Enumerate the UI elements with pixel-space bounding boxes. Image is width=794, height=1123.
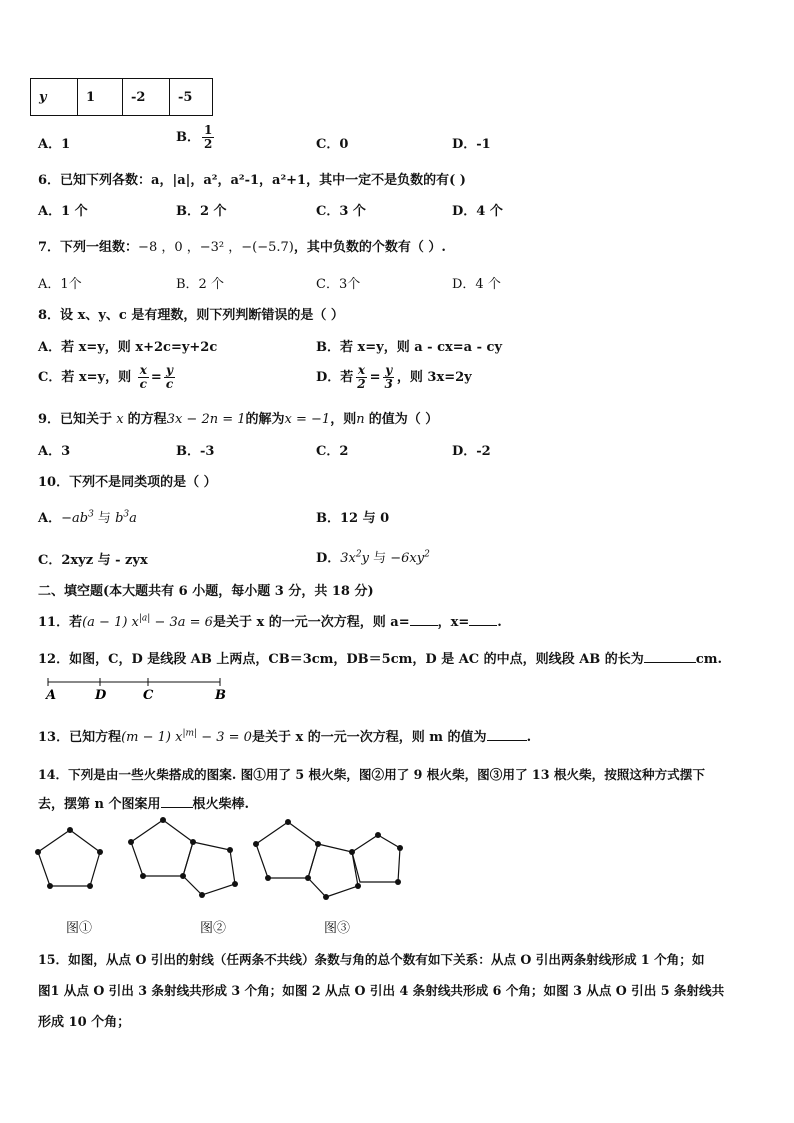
q6-option-a: A．1 个 — [38, 204, 88, 219]
fraction: $\frac{x}{c}$ — [139, 363, 147, 391]
table-cell: -2 — [123, 79, 170, 116]
fraction: $\frac{y}{3}$ — [384, 363, 393, 391]
q9-option-c: C．2 — [316, 444, 349, 459]
q7-numbers: −8 ，0 ，−3² ，−(−5.7) — [138, 240, 294, 255]
q5-option-a: A．1 — [38, 137, 71, 152]
q9-question: 9．已知关于 x 的方程3x − 2n = 1的解为x = −1，则n 的值为（ ） — [38, 412, 439, 427]
q8-option-a: A．若 x=y，则 x+2c=y+2c — [38, 340, 218, 355]
q15-line-1: 15．如图，从点 O 引出的射线（任两条不共线）条数与角的总个数有如下关系：从点 O 引出两条射线形成 1 个角；如 — [38, 952, 705, 967]
segment-diagram — [40, 676, 240, 702]
q9-option-a: A．3 — [38, 444, 71, 459]
q9-equation: 3x − 2n = 1 — [166, 412, 246, 427]
q8-option-b: B．若 x=y，则 a - cx=a - cy — [316, 340, 503, 355]
q10-question: 10．下列不是同类项的是（ ） — [38, 475, 217, 490]
table-cell: -5 — [170, 79, 213, 116]
q10-option-b: B．12 与 0 — [316, 511, 390, 526]
q9-option-b: B．-3 — [176, 444, 215, 459]
q6-question: 6．已知下列各数：a，|a|，a²，a²-1，a²+1，其中一定不是负数的有( ) — [38, 173, 466, 188]
point-label: C — [143, 688, 154, 702]
figure-label: 图③ — [324, 921, 351, 936]
q7-option-d: D．4 个 — [452, 277, 501, 292]
q13-question: 13．已知方程(m − 1) $x^{|m|} - 3 = 0$是关于 x 的一元一次方程，则 m 的值为 . — [38, 728, 532, 745]
q8-question: 8．设 x、y、c 是有理数，则下列判断错误的是（ ） — [38, 308, 344, 323]
section-title: 二、填空题(本大题共有 6 小题，每小题 3 分，共 18 分) — [38, 584, 374, 599]
figure-1 — [38, 830, 100, 886]
q14-line-1: 14．下列是由一些火柴搭成的图案. 图①用了 5 根火柴，图②用了 9 根火柴，图③用了 13 根火柴，按照这种方式摆下 — [38, 767, 705, 782]
q9-solution: x = −1 — [284, 412, 331, 427]
table-cell: 1 — [78, 79, 123, 116]
q6-option-b: B．2 个 — [176, 204, 227, 219]
point-label: A — [46, 688, 57, 702]
fraction: $\frac{1}{2}$ — [204, 123, 213, 151]
q7-option-b: B．2 个 — [176, 277, 224, 292]
point-label: B — [215, 688, 226, 702]
q10-option-a: A．$-ab^3$ 与 $b^3a$ — [38, 509, 137, 526]
matchstick-figures — [30, 815, 420, 900]
q7-option-a: A．1个 — [38, 277, 82, 292]
q10-option-c: C．2xyz 与 - zyx — [38, 553, 148, 568]
q9-option-d: D．-2 — [452, 444, 491, 459]
q5-option-c: C．0 — [316, 137, 349, 152]
point-label: D — [95, 688, 107, 702]
q8-option-c: C．若 x=y，则 $\frac{x}{c}$ = $\frac{y}{c}$ — [38, 363, 174, 391]
fraction: $\frac{y}{c}$ — [165, 363, 174, 391]
figure-label: 图① — [66, 921, 93, 936]
q7-option-c: C．3个 — [316, 277, 361, 292]
q12-question: 12．如图，C，D 是线段 AB 上两点，CB＝3cm，DB＝5cm，D 是 AC 的中点，则线段 AB 的长为 cm. — [38, 652, 723, 667]
figure-2 — [131, 820, 235, 895]
q7-question: 7．下列一组数：−8 ，0 ，−3² ，−(−5.7)，其中负数的个数有（ ）. — [38, 240, 446, 255]
fraction: $\frac{x}{2}$ — [357, 363, 366, 391]
table-cell: y — [31, 79, 78, 116]
q5-option-d: D．-1 — [452, 137, 491, 152]
q8-option-d: D．若 $\frac{x}{2}$ = $\frac{y}{3}$ ，则 3x=2y — [316, 363, 472, 391]
q11-question: 11．若(a − 1) $x^{|a|} - 3a = 6$是关于 x 的一元一次方程，则 a= ，x= . — [38, 613, 502, 630]
value-table — [30, 78, 213, 116]
q6-option-d: D．4 个 — [452, 204, 503, 219]
figure-label: 图② — [200, 921, 227, 936]
q15-line-3: 形成 10 个角； — [38, 1015, 131, 1030]
q6-option-c: C．3 个 — [316, 204, 366, 219]
q5-option-b-label: B． — [176, 130, 200, 145]
q10-option-d: D．$3x^2y$ 与 $-6xy^2$ — [316, 549, 430, 566]
q15-line-2: 图1 从点 O 引出 3 条射线共形成 3 个角；如图 2 从点 O 引出 4 条射线共形成 6 个角；如图 3 从点 O 引出 5 条射线共 — [38, 983, 725, 998]
q5-option-b — [176, 124, 216, 151]
q14-line-2: 去，摆第 n 个图案用 根火柴棒. — [38, 797, 250, 812]
